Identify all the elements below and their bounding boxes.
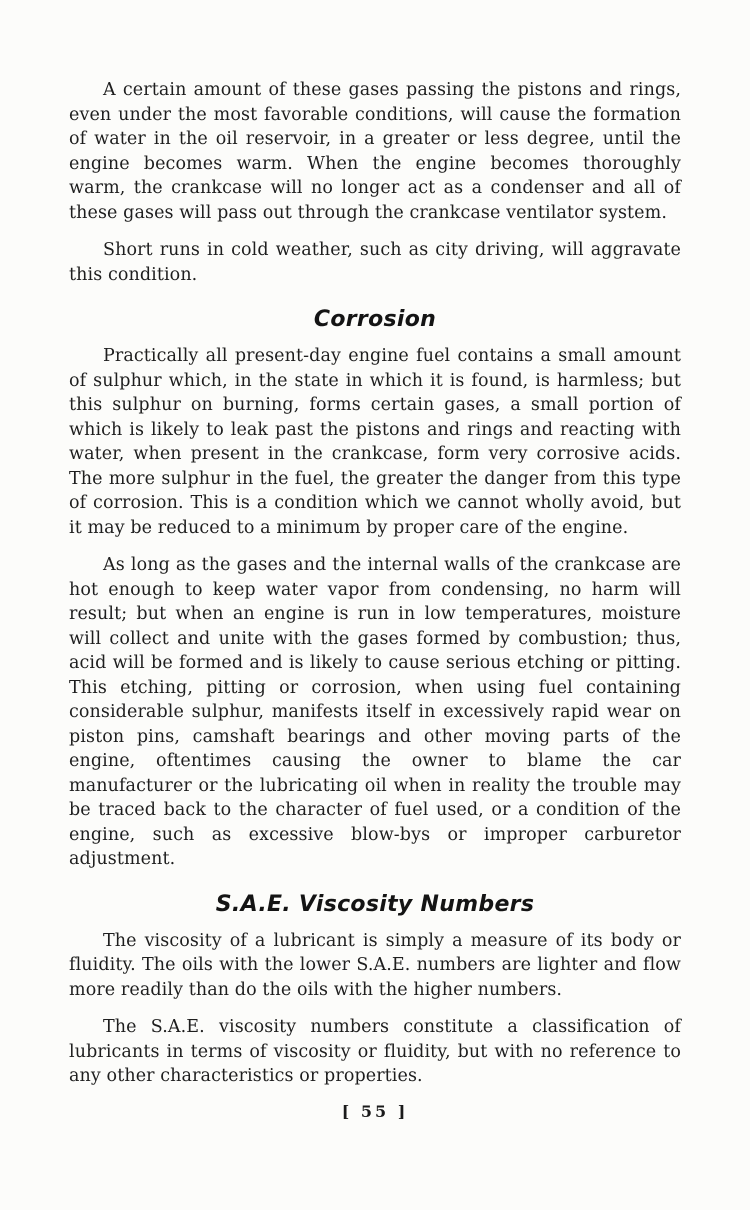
paragraph-viscosity-classification: The S.A.E. viscosity numbers constitute a classification of lubricants in terms of viscosity or fluidity, but with no reference to any other characteristics or properties. bbox=[69, 1017, 681, 1086]
paragraph-crankcase-gases: A certain amount of these gases passing the pistons and rings, even under the most favorable conditions, will cause the formation of water in the oil reservoir, in a greater or less degree, until the engine becomes warm. When the engine becomes thoroughly warm, the crankcase will no longer act as a condenser and all of these gases will pass out through the crankcase ventilator system. bbox=[69, 80, 681, 223]
paragraph-viscosity-definition: The viscosity of a lubricant is simply a measure of its body or fluidity. The oils with the lower S.A.E. numbers are lighter and flow more readily than do the oils with the higher numbers. bbox=[69, 930, 681, 1000]
paragraph-short-runs: Short runs in cold weather, such as city driving, will aggravate this condition. bbox=[69, 240, 681, 285]
paragraph-corrosion-sulphur: Practically all present-day engine fuel contains a small amount of sulphur which, in the state in which it is found, is harmless; but this sulphur on burning, forms certain gases, a small portion of which is likely to leak past the pistons and rings and reacting with water, when present in the crankcase, form very corrosive acids. The more sulphur in the fuel, the greater the danger from this type of corrosion. This is a condition which we cannot wholly avoid, but it may be reduced to a minimum by proper care of the engine. bbox=[69, 346, 681, 538]
section-heading-sae-viscosity-numbers: S.A.E. Viscosity Numbers bbox=[215, 891, 535, 917]
paragraph-corrosion-etching: As long as the gases and the internal walls of the crankcase are hot enough to keep water vapor from condensing, no harm will result; but when an engine is run in low temperatures, moisture will collect and unite with the gases formed by combustion; thus, acid will be formed and is likely to cause serious etching or pitting. This etching, pitting or corrosion, when using fuel containing considerable sulphur, manifests itself in excessively rapid wear on piston pins, camshaft bearings and other moving parts of the engine, oftentimes causing the owner to blame the car manufacturer or the lubricating oil when in reality the trouble may be traced back to the character of fuel used, or a condition of the engine, such as excessive blow-bys or improper carburetor adjustment. bbox=[69, 555, 681, 869]
page-number: [ 55 ] bbox=[341, 1101, 409, 1121]
section-heading-corrosion: Corrosion bbox=[313, 307, 437, 332]
